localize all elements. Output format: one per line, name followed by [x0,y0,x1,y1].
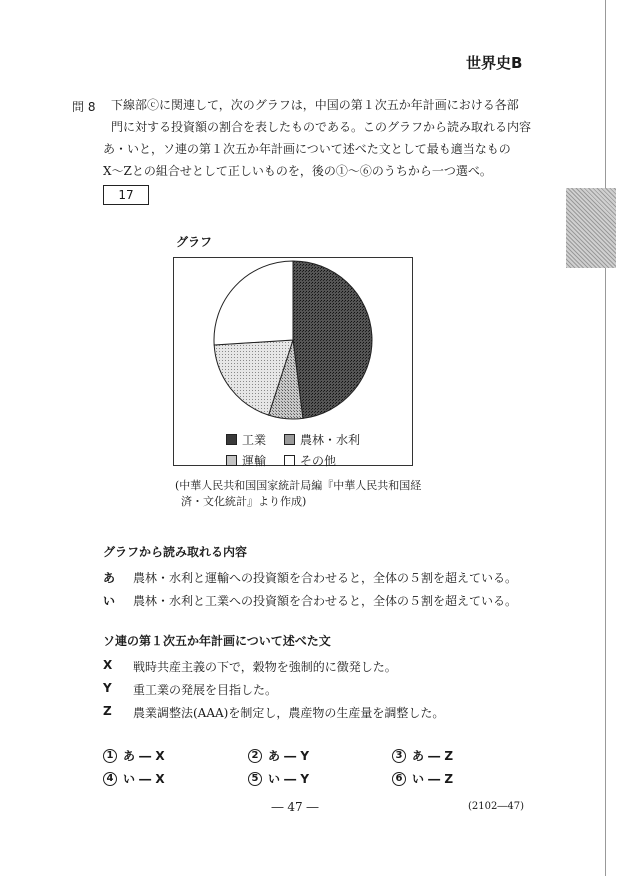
statement-a-key: あ [103,571,116,585]
choice-pair-1: あ ― X [123,749,165,763]
choice-pair-4: い ― X [123,772,165,786]
question-line-3: あ・いと，ソ連の第１次五か年計画について述べた文として最も適当なもの [103,142,511,156]
question-number: 問 8 [72,100,96,114]
section-index-tab [566,188,616,268]
choice-4[interactable] [103,770,165,787]
statement-y-text: 重工業の発展を目指した。 [133,683,278,697]
statement-x-text: 戦時共産主義の下で，穀物を強制的に徴発した。 [133,660,397,674]
exam-code: (2102―47) [468,801,524,812]
legend-label-other: その他 [300,454,337,468]
light-dots-swatch-icon [226,455,237,466]
legend-item-industry [226,431,266,448]
choice-pair-2: あ ― Y [268,749,310,763]
statement-a [103,569,517,586]
choice-pair-5: い ― Y [268,772,310,786]
answer-box: 17 [103,185,149,205]
white-swatch-icon [284,455,295,466]
choice-pair-3: あ ― Z [412,749,454,763]
statement-i [103,592,517,609]
statement-x [103,658,397,675]
figure-source [175,478,421,510]
choice-5[interactable] [248,770,309,787]
question-line-2: 門に対する投資額の割合を表したものである。このグラフから読み取れる内容 [111,120,532,134]
choice-3[interactable] [392,747,453,764]
pie-slice-1 [293,261,372,418]
legend-label-transport: 運輸 [242,454,267,468]
choice-pair-6: い ― Z [412,772,454,786]
choice-number-2: 2 [248,749,262,763]
statement-x-key: X [103,658,113,672]
choice-number-4: 4 [103,772,117,786]
page-number: ― 47 ― [271,800,319,814]
legend-label-industry: 工業 [242,433,267,447]
figure-title: グラフ [176,235,213,249]
source-line-2: 済・文化統計』より作成) [181,495,307,508]
statement-y-key: Y [103,681,112,695]
statement-y [103,681,277,698]
choice-6[interactable] [392,770,453,787]
statement-i-text: 農林・水利と工業への投資額を合わせると，全体の５割を超えている。 [133,594,518,608]
page-edge-rule [605,0,606,876]
pie-slice-4 [214,261,293,345]
question-line-1: 下線部ⓒに関連して，次のグラフは，中国の第１次五か年計画における各部 [111,98,519,112]
choice-number-3: 3 [392,749,406,763]
question-line-4: X〜Zとの組合せとして正しいものを，後の①〜⑥のうちから一つ選べ。 [103,164,492,178]
choice-1[interactable] [103,747,165,764]
legend-item-transport [226,452,266,469]
statement-z-key: Z [103,704,112,718]
subject-header: 世界史B [466,54,523,72]
source-line-1: (中華人民共和国国家統計局編『中華人民共和国経 [175,479,422,492]
choice-2[interactable] [248,747,309,764]
soviet-section-heading: ソ連の第１次五か年計画について述べた文 [103,634,331,648]
legend-item-agriculture [284,431,360,448]
statement-a-text: 農林・水利と運輸への投資額を合わせると，全体の５割を超えている。 [133,571,518,585]
dark-hatch-swatch-icon [226,434,237,445]
choice-number-1: 1 [103,749,117,763]
statement-i-key: い [103,594,116,608]
legend [226,431,396,469]
choice-number-5: 5 [248,772,262,786]
legend-label-agriculture: 農林・水利 [300,433,361,447]
legend-item-other [284,452,336,469]
choice-number-6: 6 [392,772,406,786]
pie-chart-frame [173,257,413,466]
graph-section-heading: グラフから読み取れる内容 [103,545,248,559]
statement-z-text: 農業調整法(AAA)を制定し，農産物の生産量を調整した。 [133,706,445,720]
medium-dots-swatch-icon [284,434,295,445]
statement-z [103,704,444,721]
